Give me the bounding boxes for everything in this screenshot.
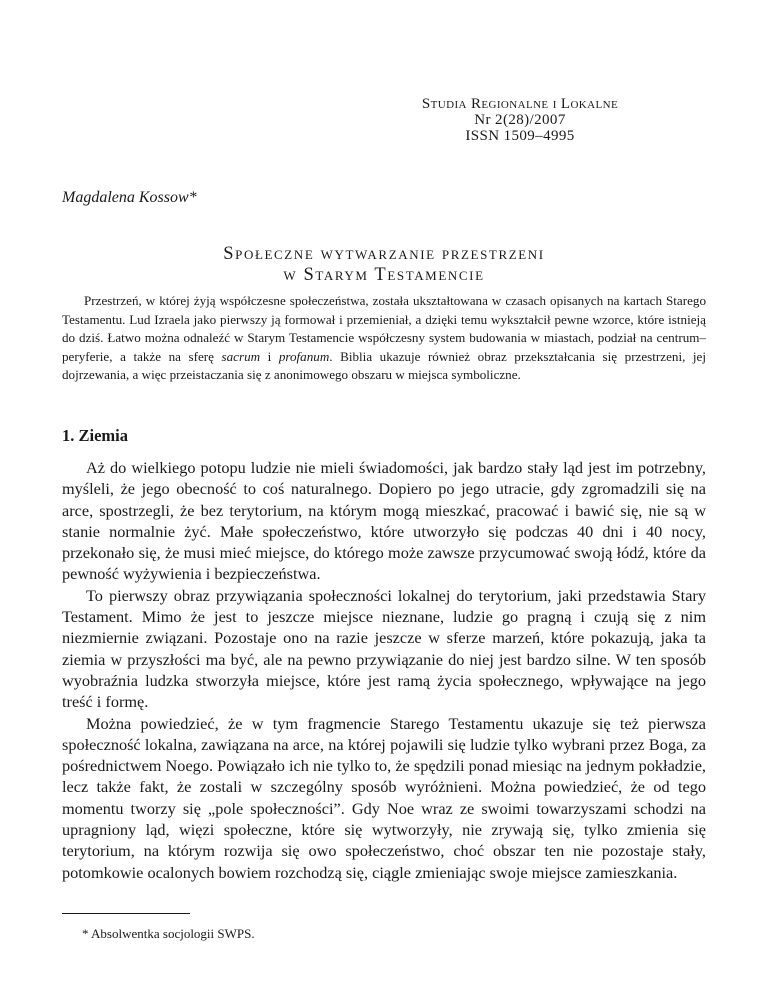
abstract-part-2: . Biblia ukazuje również obraz przekształcania się przestrzeni, jej dojrzewania, a więc przeistaczania się z anonimowego obszaru w miejsca symboliczne. [62, 348, 706, 382]
abstract-term-sacrum: sacrum [221, 348, 261, 364]
section-body [62, 457, 706, 883]
journal-name: Studia Regionalne i Lokalne [421, 96, 619, 112]
journal-header [380, 96, 660, 144]
body-paragraph-3: Można powiedzieć, że w tym fragmencie Starego Testamentu ukazuje się też pierwsza społeczność lokalna, zawiązana na arce, na której pojawili się ludzie tylko wybrani przez Boga, za pośrednictwem Noego. Powiązało ich nie tylko to, że spędzili ponad miesiąc na jednym pokładzie, lecz także fakt, że zostali w szczególny sposób wyróżnieni. Można powiedzieć, że od tego momentu tworzy się „pole społeczności”. Gdy Noe wraz ze swoimi towarzyszami schodzi na upragniony ląd, więzi społeczne, które się wytworzyły, nie zrywają się, tylko zmienia się terytorium, na którym rozwija się owo społeczeństwo, choć obszar ten nie pozostaje stały, potomkowie ocalonych bowiem rozchodzą się, ciągle zmieniając swoje miejsce zamieszkania. [62, 713, 706, 882]
section-heading: 1. Ziemia [62, 426, 128, 445]
article-title [62, 244, 706, 286]
title-line-1: Społeczne wytwarzanie przestrzeni [223, 244, 545, 264]
author-name: Magdalena Kossow* [62, 189, 197, 206]
footnote: * Absolwentka socjologii SWPS. [82, 926, 255, 941]
footnote-divider [62, 913, 190, 914]
abstract-conjunction: i [260, 348, 279, 364]
title-line-2: w Starym Testamencie [283, 265, 485, 285]
abstract [62, 292, 706, 385]
body-paragraph-1: Aż do wielkiego potopu ludzie nie mieli świadomości, jak bardzo stały ląd jest im potrzebny, myśleli, że jego obecność to coś naturalnego. Dopiero po jego utracie, gdy zgromadzili się na arce, spostrzegli, że bez terytorium, na którym mogą mieszkać, pracować i bawić się, nie są w stanie normalnie żyć. Małe społeczeństwo, które utworzyło się podczas 40 dni i 40 nocy, przekonało się, że musi mieć miejsce, do którego może zawsze przycumować swoją łódź, które da pewność wyżywienia i bezpieczeństwa. [62, 458, 706, 584]
abstract-part-1: Przestrzeń, w której żyją współczesne społeczeństwa, została ukształtowana w czasach opisanych na kartach Starego Testamentu. Lud Izraela jako pierwszy ją formował i przemieniał, a dzięki temu wykształcił pewne wzorce, które istnieją do dziś. Łatwo można odnaleźć w Starym Testamencie współczesny system budowania w miastach, podział na centrum–peryferie, a także na sferę [62, 293, 706, 364]
issn: ISSN 1509–4995 [465, 128, 575, 144]
abstract-term-profanum: profanum [278, 348, 330, 364]
body-paragraph-2: To pierwszy obraz przywiązania społeczności lokalnej do terytorium, jaki przedstawia Stary Testament. Mimo że jest to jeszcze miejsce nieznane, ludzie go pragną i czują się z nim niezmiernie związani. Pozostaje ono na razie jeszcze w sferze marzeń, które pokazują, jaka ta ziemia w przyszłości ma być, ale na pewno przywiązanie do niej jest bardzo silne. W ten sposób wyobraźnia ludzka stworzyła miejsce, które jest ramą życia społecznego, wpływające na jego treść i formę. [62, 585, 706, 712]
issue-number: Nr 2(28)/2007 [474, 112, 566, 128]
